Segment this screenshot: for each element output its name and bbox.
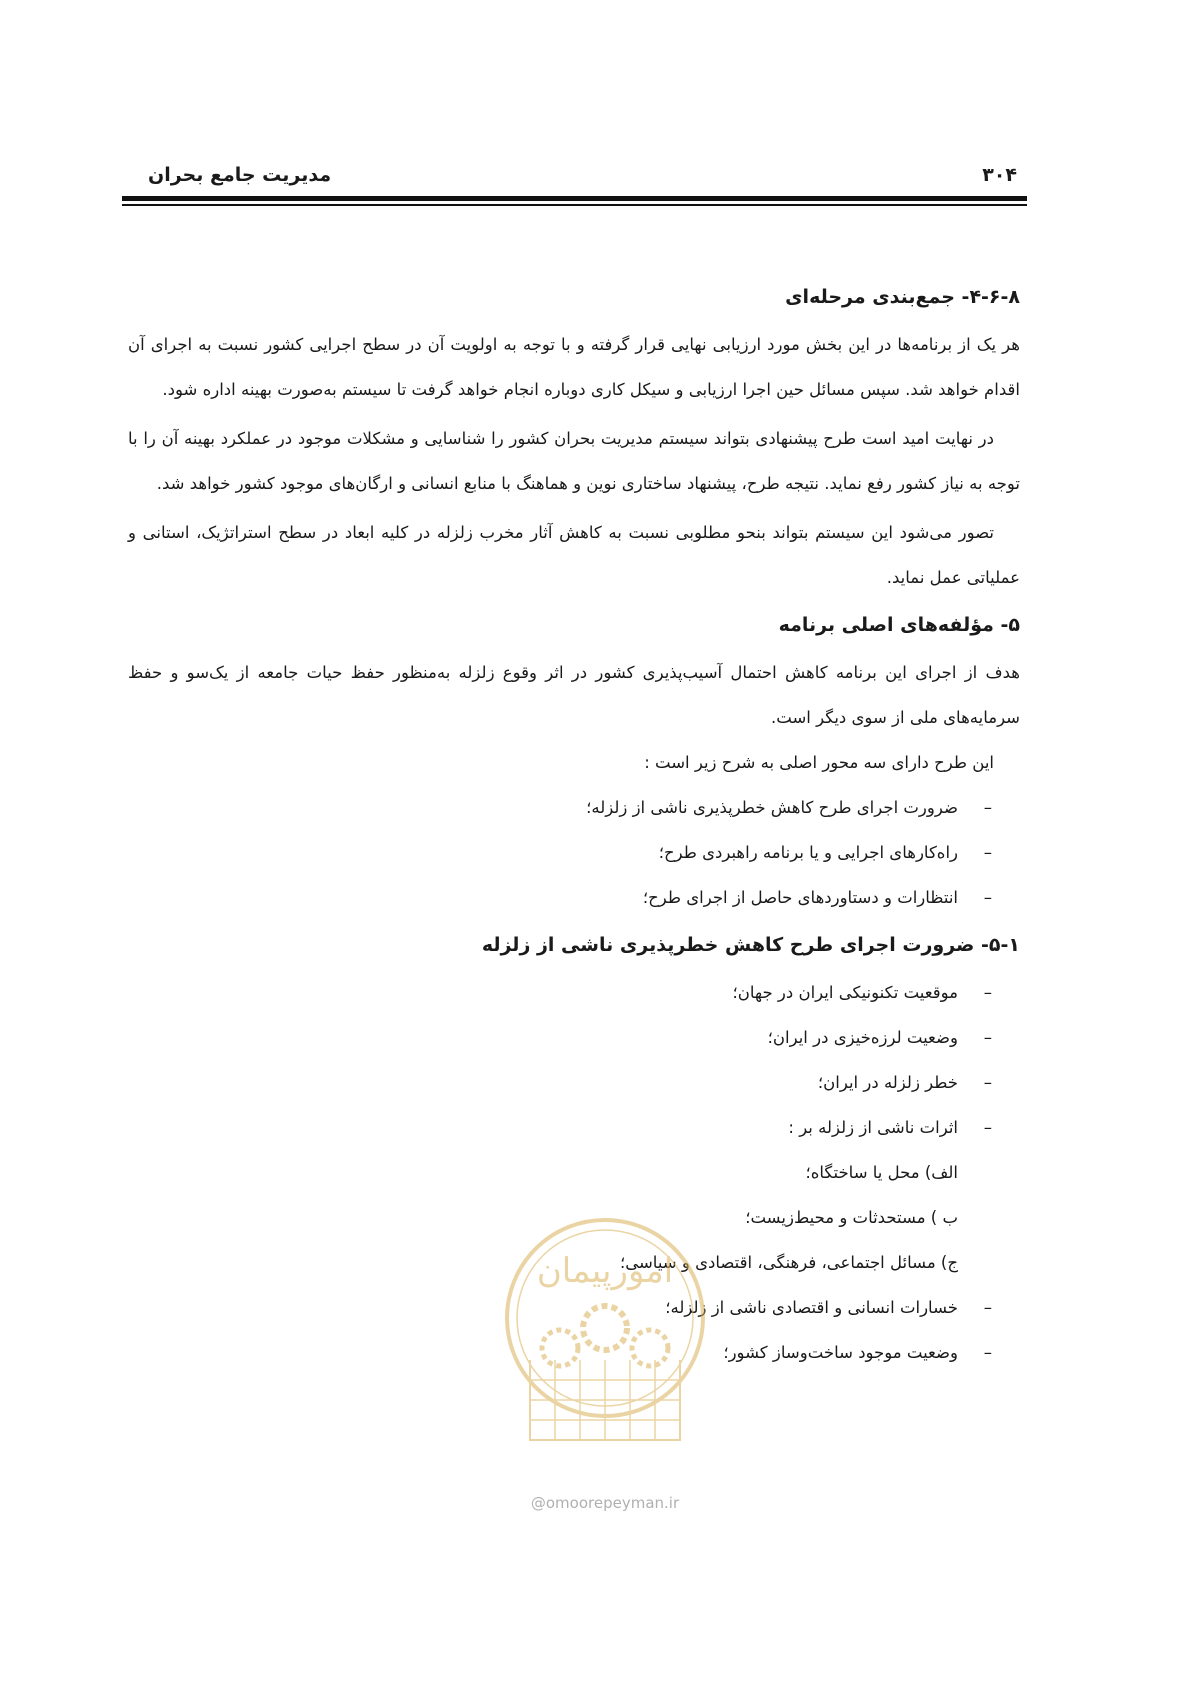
watermark-url: @omoorepeyman.ir <box>530 1494 680 1512</box>
paragraph: هدف از اجرای این برنامه کاهش احتمال آسیب‌پذیری کشور در اثر وقوع زلزله به‌منظور حفظ حیات جامعه از یک‌سو و حفظ سرمایه‌های ملی از سوی دیگر است. <box>128 663 1020 727</box>
paragraph: در نهایت امید است طرح پیشنهادی بتواند سیستم مدیریت بحران کشور را شناسایی و مشکلات موجود در عملکرد بهینه آن را با توجه به نیاز کشور رفع نماید. نتیجه طرح، پیشنهاد ساختاری نوین و هماهنگ با منابع انسانی و ارگان‌های موجود کشور خواهد شد. <box>128 429 1020 493</box>
section-heading-5-1: ۵-۱- ضرورت اجرای طرح کاهش خطرپذیری ناشی از زلزله <box>481 934 1020 956</box>
dash-bullet: – <box>983 843 992 862</box>
dash-bullet: – <box>983 1118 992 1137</box>
list-item: –وضعیت لرزه‌خیزی در ایران؛ <box>128 1015 1020 1060</box>
paragraph: تصور می‌شود این سیستم بتواند بنحو مطلوبی نسبت به کاهش آثار مخرب زلزله در کلیه ابعاد در سطح استراتژیک، استانی و عملیاتی عمل نماید. <box>128 523 1020 587</box>
list-item: –انتظارات و دستاوردهای حاصل از اجرای طرح؛ <box>128 875 1020 920</box>
header-rule-thin <box>122 204 1027 206</box>
running-title: مدیریت جامع بحران <box>148 164 332 186</box>
list-item: –راه‌کارهای اجرایی و یا برنامه راهبردی طرح؛ <box>128 830 1020 875</box>
list-intro: این طرح دارای سه محور اصلی به شرح زیر است : <box>644 753 994 772</box>
dash-bullet: – <box>983 983 992 1002</box>
list-item: –موقعیت تکنونیکی ایران در جهان؛ <box>128 970 1020 1015</box>
list-item: –ضرورت اجرای طرح کاهش خطرپذیری ناشی از زلزله؛ <box>128 785 1020 830</box>
dash-bullet: – <box>983 798 992 817</box>
dash-bullet: – <box>983 1343 992 1362</box>
dash-bullet: – <box>983 888 992 907</box>
dash-bullet: – <box>983 1073 992 1092</box>
page-number: ۳۰۴ <box>982 164 1017 186</box>
sub-list-item: الف) محل یا ساختگاه؛ <box>805 1163 958 1182</box>
list-item: –خسارات انسانی و اقتصادی ناشی از زلزله؛ <box>128 1285 1020 1330</box>
sub-list-item: ب ) مستحدثات و محیط‌زیست؛ <box>745 1208 958 1227</box>
watermark-logo-icon <box>500 1210 710 1460</box>
section-heading-4-6-8: ۴-۶-۸- جمع‌بندی مرحله‌ای <box>785 286 1020 308</box>
paragraph: هر یک از برنامه‌ها در این بخش مورد ارزیابی نهایی قرار گرفته و با توجه به اولویت آن در سطح اجرایی کشور نسبت به اجرای آن اقدام خواهد شد. سپس مسائل حین اجرا ارزیابی و سیکل کاری دوباره انجام خواهد گرفت تا سیستم به‌صورت بهینه اداره شود. <box>128 335 1020 399</box>
sub-list-item: ج) مسائل اجتماعی، فرهنگی، اقتصادی و سیاسی؛ <box>619 1253 958 1272</box>
section-heading-5: ۵- مؤلفه‌های اصلی برنامه <box>778 614 1020 636</box>
list-item: –وضعیت موجود ساخت‌وساز کشور؛ <box>128 1330 1020 1375</box>
svg-text:امورپیمان: امورپیمان <box>536 1251 674 1291</box>
header-rule-thick <box>122 196 1027 201</box>
list-item: –اثرات ناشی از زلزله بر : <box>128 1105 1020 1150</box>
dash-bullet: – <box>983 1298 992 1317</box>
page-header <box>122 164 1027 204</box>
list-item: –خطر زلزله در ایران؛ <box>128 1060 1020 1105</box>
dash-bullet: – <box>983 1028 992 1047</box>
bullet-list <box>128 785 1020 920</box>
